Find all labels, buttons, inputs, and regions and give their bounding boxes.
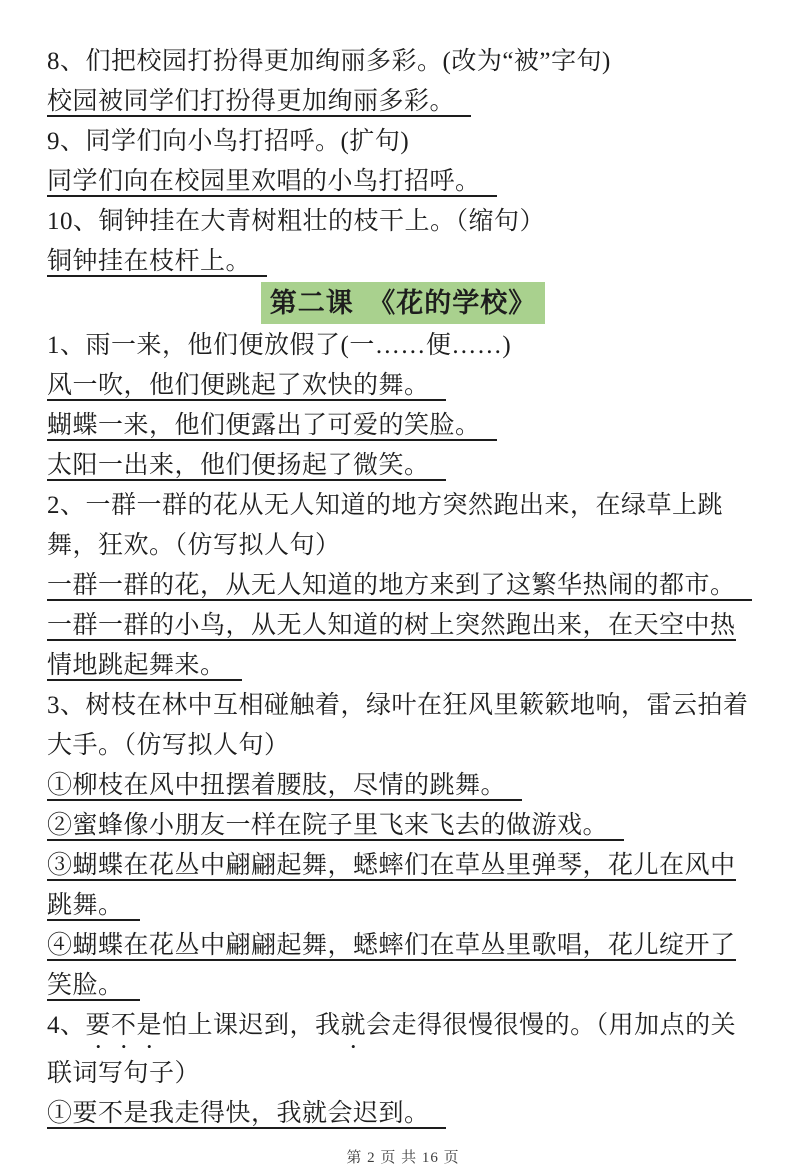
question-9 bbox=[47, 122, 759, 162]
answer-1-3 bbox=[47, 446, 759, 486]
answer-2-1 bbox=[47, 566, 759, 606]
question-10 bbox=[47, 202, 759, 242]
question-2 bbox=[47, 486, 759, 566]
answer-10-text: 铜钟挂在枝杆上。 bbox=[47, 248, 267, 277]
answer-3-3 bbox=[47, 846, 759, 926]
answer-4 bbox=[47, 1094, 759, 1134]
question-9-text: 9、同学们向小鸟打招呼。(扩句) bbox=[47, 128, 410, 155]
answer-2-1-text: 一群一群的花，从无人知道的地方来到了这繁华热闹的都市。 bbox=[47, 572, 752, 601]
answer-4-text: ①要不是我走得快，我就会迟到。 bbox=[47, 1100, 446, 1129]
answer-3-1 bbox=[47, 766, 759, 806]
answer-3-1-text: ①柳枝在风中扭摆着腰肢，尽情的跳舞。 bbox=[47, 772, 522, 801]
question-2-text: 2、一群一群的花从无人知道的地方突然跑出来，在绿草上跳舞，狂欢。（仿写拟人句） bbox=[47, 492, 724, 559]
lesson-heading-line bbox=[47, 282, 759, 326]
answer-3-2-text: ②蜜蜂像小朋友一样在院子里飞来飞去的做游戏。 bbox=[47, 812, 624, 841]
answer-1-1-text: 风一吹，他们便跳起了欢快的舞。 bbox=[47, 372, 446, 401]
question-4-middle: 怕上课迟到，我 bbox=[162, 1012, 341, 1039]
question-4-rest: 会走得很慢很慢的。（用加点的关联词写句子） bbox=[47, 1012, 737, 1087]
question-3-text: 3、树枝在林中互相碰触着，绿叶在狂风里簌簌地响，雷云拍着大手。（仿写拟人句） bbox=[47, 692, 749, 759]
question-4-emphasized-2: 就 bbox=[340, 1012, 367, 1039]
question-8-text: 8、们把校园打扮得更加绚丽多彩。(改为“被”字句) bbox=[47, 48, 611, 75]
question-10-text: 10、铜钟挂在大青树粗壮的枝干上。（缩句） bbox=[47, 208, 546, 235]
answer-3-4-text: ④蝴蝶在花丛中翩翩起舞，蟋蟀们在草丛里歌唱，花儿绽开了笑脸。 bbox=[47, 932, 736, 999]
answer-1-2 bbox=[47, 406, 759, 446]
question-4-emphasized-1: 要不是 bbox=[85, 1012, 163, 1039]
answer-3-2 bbox=[47, 806, 759, 846]
answer-2-2 bbox=[47, 606, 759, 686]
answer-10 bbox=[47, 242, 759, 282]
answer-9 bbox=[47, 162, 759, 202]
question-4 bbox=[47, 1006, 759, 1094]
answer-3-3-text: ③蝴蝶在花丛中翩翩起舞，蟋蟀们在草丛里弹琴，花儿在风中跳舞。 bbox=[47, 852, 736, 919]
question-4-number: 4、 bbox=[47, 1012, 86, 1039]
question-1-text: 1、雨一来，他们便放假了(一……便……) bbox=[47, 332, 512, 359]
answer-3-4 bbox=[47, 926, 759, 1006]
answer-8-text: 校园被同学们打扮得更加绚丽多彩。 bbox=[47, 88, 471, 117]
answer-9-text: 同学们向在校园里欢唱的小鸟打招呼。 bbox=[47, 168, 497, 197]
page-number-footer: 第 2 页 共 16 页 bbox=[346, 1150, 460, 1166]
answer-2-2-text: 一群一群的小鸟，从无人知道的树上突然跑出来，在天空中热情地跳起舞来。 bbox=[47, 612, 736, 679]
question-1 bbox=[47, 326, 759, 366]
answer-1-2-text: 蝴蝶一来，他们便露出了可爱的笑脸。 bbox=[47, 412, 497, 441]
answer-1-1 bbox=[47, 366, 759, 406]
answer-8 bbox=[47, 82, 759, 122]
question-3 bbox=[47, 686, 759, 766]
answer-1-3-text: 太阳一出来，他们便扬起了微笑。 bbox=[47, 452, 446, 481]
lesson-heading: 第二课 《花的学校》 bbox=[261, 282, 546, 324]
question-8 bbox=[47, 42, 759, 82]
